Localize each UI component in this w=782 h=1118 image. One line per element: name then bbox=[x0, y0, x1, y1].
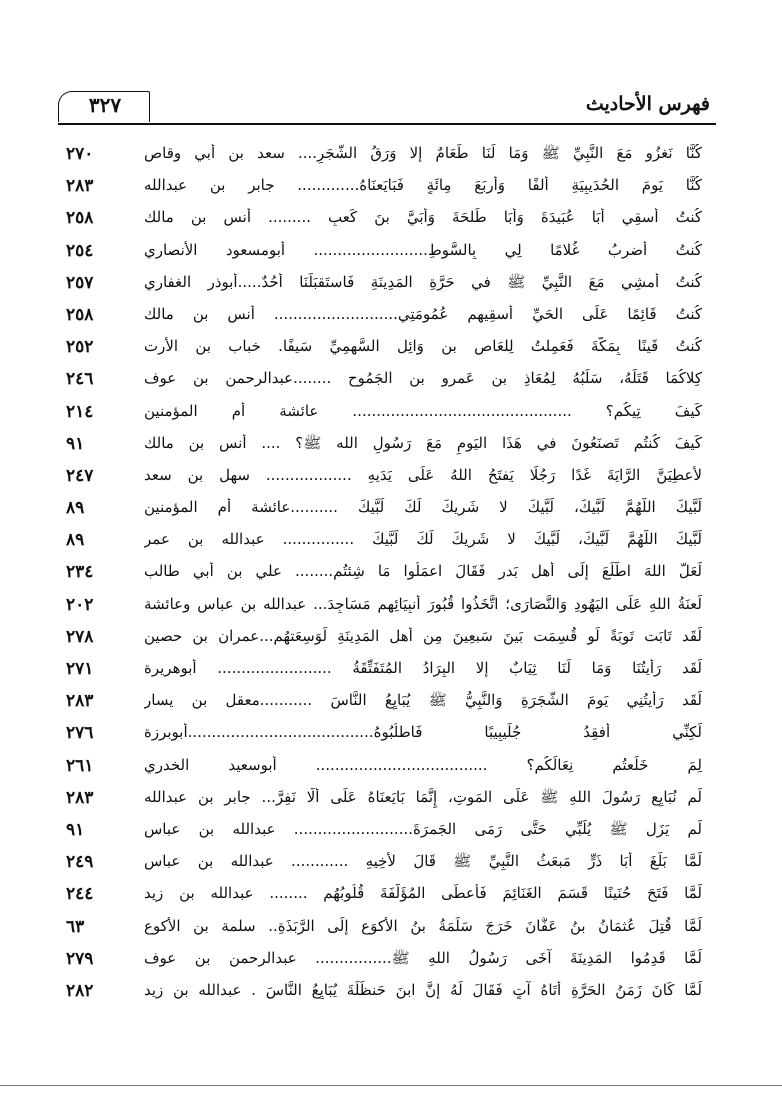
index-entry bbox=[60, 462, 710, 494]
index-entry bbox=[60, 172, 710, 204]
page-reference: ٢٥٢ bbox=[66, 337, 94, 358]
hadith-text: لَقَد تَابَت تَوبَةً لَو قُسِمَت بَينَ سَبعِينَ مِن أَهلِ المَدِينَةِ لَوَسِعَتهُم...عمران بن حصين bbox=[144, 626, 702, 645]
page-reference: ٢٥٧ bbox=[66, 272, 94, 293]
index-entry bbox=[60, 204, 710, 236]
index-entry bbox=[60, 623, 710, 655]
index-entry bbox=[60, 140, 710, 172]
page-reference: ٢٠٢ bbox=[66, 594, 94, 615]
page-reference: ٢٨٣ bbox=[66, 176, 94, 197]
page-reference: ٢٨٢ bbox=[66, 980, 94, 1001]
page-reference: ٩١ bbox=[66, 819, 85, 840]
hadith-text: لَقَد رَأَيتُنِي يَومَ الشَّجَرَةِ وَالنَّبِيُّ ﷺ يُبَايِعُ النَّاسَ ...........معقل بن يسار bbox=[144, 691, 702, 710]
index-entry bbox=[60, 237, 710, 269]
page-reference: ٢٤٩ bbox=[66, 852, 94, 873]
page-reference: ٢٥٤ bbox=[66, 240, 94, 261]
index-entry bbox=[60, 977, 710, 1009]
page-number: ٣٢٧ bbox=[88, 93, 122, 117]
hadith-text: كِلاكُمَا قَتَلَهُ، سَلَبُهُ لِمُعَاذِ بنِ عَمرِو بنِ الجَمُوحِ ........عبدالرحمن بن عوف bbox=[144, 369, 702, 388]
index-entry bbox=[60, 365, 710, 397]
page-reference: ٢٤٧ bbox=[66, 465, 94, 486]
hadith-text: كُنَّا يَومَ الحُدَيبِيَةِ أَلفًا وَأَربَعَ مِائَةٍ فَبَايَعنَاهُ............. جابر بن عبدالله bbox=[144, 176, 702, 195]
page-header bbox=[58, 91, 716, 129]
hadith-text: كَيفَ تِيكُم؟ .............................................. عائشة أم المؤمنين bbox=[144, 401, 702, 420]
hadith-index-list bbox=[60, 140, 710, 1009]
page-reference: ٢٧٩ bbox=[66, 948, 94, 969]
hadith-text: كُنتُ أَضرِبُ غُلامًا لِي بِالسَّوطِ........................ أبومسعود الأنصاري bbox=[144, 240, 702, 259]
page-reference: ٨٩ bbox=[66, 498, 85, 519]
hadith-text: لَقَد رَأَيتُنَا وَمَا لَنَا ثِيَابٌ إلا البِرَادُ المُتَفَتِّقَةُ ........................ أبوهريرة bbox=[144, 659, 702, 677]
page-reference: ٢٨٣ bbox=[66, 787, 94, 808]
index-entry bbox=[60, 333, 710, 365]
index-entry bbox=[60, 655, 710, 687]
header-rule bbox=[58, 123, 716, 125]
index-entry bbox=[60, 558, 710, 590]
hadith-text: لَم يَزَل ﷺ يُلَبِّي حَتَّى رَمَى الجَمرَةَ......................... عبدالله بن عباس bbox=[144, 819, 702, 838]
page-reference: ٢٧١ bbox=[66, 659, 94, 679]
hadith-text: لَبَّيكَ اللَّهُمَّ لَبَّيكَ، لَبَّيكَ لا شَرِيكَ لَكَ لَبَّيكَ ............... عبدالله بن عمر bbox=[144, 530, 702, 549]
index-entry bbox=[60, 913, 710, 945]
index-entry bbox=[60, 591, 710, 623]
page-reference: ٢٥٨ bbox=[66, 208, 94, 229]
index-entry bbox=[60, 269, 710, 301]
index-entry bbox=[60, 945, 710, 977]
index-entry bbox=[60, 880, 710, 912]
page-reference: ٢١٤ bbox=[66, 401, 94, 422]
page-reference: ٩١ bbox=[66, 433, 85, 454]
index-entry bbox=[60, 816, 710, 848]
page-reference: ٢٣٤ bbox=[66, 562, 94, 583]
page-reference: ٢٤٤ bbox=[66, 884, 94, 905]
hadith-text: لِمَ خَلَعتُم نِعَالَكُم؟ .................................... أبوسعيد الخدري bbox=[144, 755, 702, 774]
index-entry bbox=[60, 719, 710, 751]
page-reference: ٢٧٠ bbox=[66, 144, 94, 164]
index-entry bbox=[60, 752, 710, 784]
page-reference: ٦٣ bbox=[66, 916, 85, 937]
hadith-text: كُنتُ قَائِمًا عَلَى الحَيِّ أَسقِيهِم عُمُومَتِي.......................... أنس بن مالك bbox=[144, 304, 702, 323]
index-entry bbox=[60, 848, 710, 880]
page-title: فهرس الأحاديث bbox=[585, 93, 710, 115]
hadith-text: لَمَّا كَانَ زَمَنُ الحَرَّةِ أَتَاهُ آتٍ فَقَالَ لَهُ إِنَّ ابنَ حَنظَلَةَ يُبَايِعُ النَّاسَ . عبدالله بن زيد bbox=[144, 980, 702, 999]
page-reference: ٨٩ bbox=[66, 530, 85, 551]
index-entry bbox=[60, 526, 710, 558]
index-entry bbox=[60, 301, 710, 333]
index-entry bbox=[60, 494, 710, 526]
hadith-text: لَكِنِّي أَفقِدُ جُلَيبِيبًا فَاطلُبُوهُ.......................................أبوبرزة bbox=[144, 723, 702, 742]
page-reference: ٢٧٨ bbox=[66, 626, 94, 647]
hadith-text: كُنَّا نَغزُو مَعَ النَّبِيِّ ﷺ وَمَا لَنَا طَعَامٌ إلا وَرَقُ الشَّجَرِ.... سعد بن أبي وقاص bbox=[144, 144, 702, 162]
hadith-text: كُنتُ أَمشِي مَعَ النَّبِيِّ ﷺ في حَرَّةِ المَدِينَةِ فَاستَقبَلَنَا أُحُدٌ.....أبوذر الغفاري bbox=[144, 272, 702, 291]
index-entry bbox=[60, 784, 710, 816]
hadith-text: كُنتُ قَينًا بِمَكَّةَ فَعَمِلتُ لِلعَاصِ بنِ وَائِلِ السَّهمِيِّ سَيفًا. خباب بن الأرت bbox=[144, 337, 702, 356]
page-reference: ٢٤٦ bbox=[66, 369, 94, 390]
footer-rule bbox=[0, 1085, 782, 1086]
hadith-text: لَعَلَّ اللهَ اطَّلَعَ إِلَى أَهلِ بَدرٍ فَقَالَ اعمَلُوا مَا شِئتُم........ علي بن أبي طالب bbox=[144, 562, 702, 581]
page-reference: ٢٦١ bbox=[66, 755, 94, 776]
hadith-text: لَمَّا فَتَحَ حُنَينًا قَسَمَ الغَنَائِمَ فَأَعطَى المُؤَلَّفَةَ قُلُوبُهُم ........ عبدالله بن زيد bbox=[144, 884, 702, 903]
hadith-text: لَعنَةُ اللهِ عَلَى اليَهُودِ وَالنَّصَارَى؛ اتَّخَذُوا قُبُورَ أَنبِيَائِهِم مَسَاجِدَ... عبدالله بن عباس وعائشة bbox=[144, 594, 702, 613]
index-entry bbox=[60, 430, 710, 462]
page-reference: ٢٥٨ bbox=[66, 304, 94, 325]
hadith-text: لَمَّا قُتِلَ عُثمَانُ بنُ عَفَّانَ خَرَجَ سَلَمَةُ بنُ الأَكوَعِ إِلَى الرَّبَذَةِ.. سلمة بن الأكوع bbox=[144, 916, 702, 935]
hadith-text: كَيفَ كُنتُم تَصنَعُونَ في هَذَا اليَومِ مَعَ رَسُولِ الله ﷺ؟ .... أنس بن مالك bbox=[144, 433, 702, 452]
hadith-text: لَمَّا بَلَغَ أَبَا ذَرٍّ مَبعَثُ النَّبِيِّ ﷺ قَالَ لأَخِيهِ ............ عبدالله بن عباس bbox=[144, 852, 702, 871]
index-entry bbox=[60, 398, 710, 430]
hadith-text: لَمَّا قَدِمُوا المَدِينَةَ آخَى رَسُولُ اللهِ ﷺ................ عبدالرحمن بن عوف bbox=[144, 948, 702, 967]
hadith-text: لَبَّيكَ اللَّهُمَّ لَبَّيكَ، لَبَّيكَ لا شَرِيكَ لَكَ لَبَّيكَ ..........عائشة أم المؤمنين bbox=[144, 498, 702, 517]
page-reference: ٢٨٣ bbox=[66, 691, 94, 712]
hadith-text: لأُعطِيَنَّ الرَّايَةَ غَدًا رَجُلًا يَفتَحُ اللهُ عَلَى يَدَيهِ .................. سهل بن سعد bbox=[144, 465, 702, 484]
hadith-text: كُنتُ أَسقِي أَبَا عُبَيدَةَ وَأَبَا طَلحَةَ وَأُبَيَّ بنَ كَعبٍ ......... أنس بن مالك bbox=[144, 208, 702, 227]
page-reference: ٢٧٦ bbox=[66, 723, 94, 744]
hadith-text: لَم نُبَايِع رَسُولَ اللهِ ﷺ عَلَى المَوتِ، إِنَّمَا بَايَعنَاهُ عَلَى أَلَّا نَفِرَّ... جابر بن عبدالله bbox=[144, 787, 702, 806]
index-entry bbox=[60, 687, 710, 719]
